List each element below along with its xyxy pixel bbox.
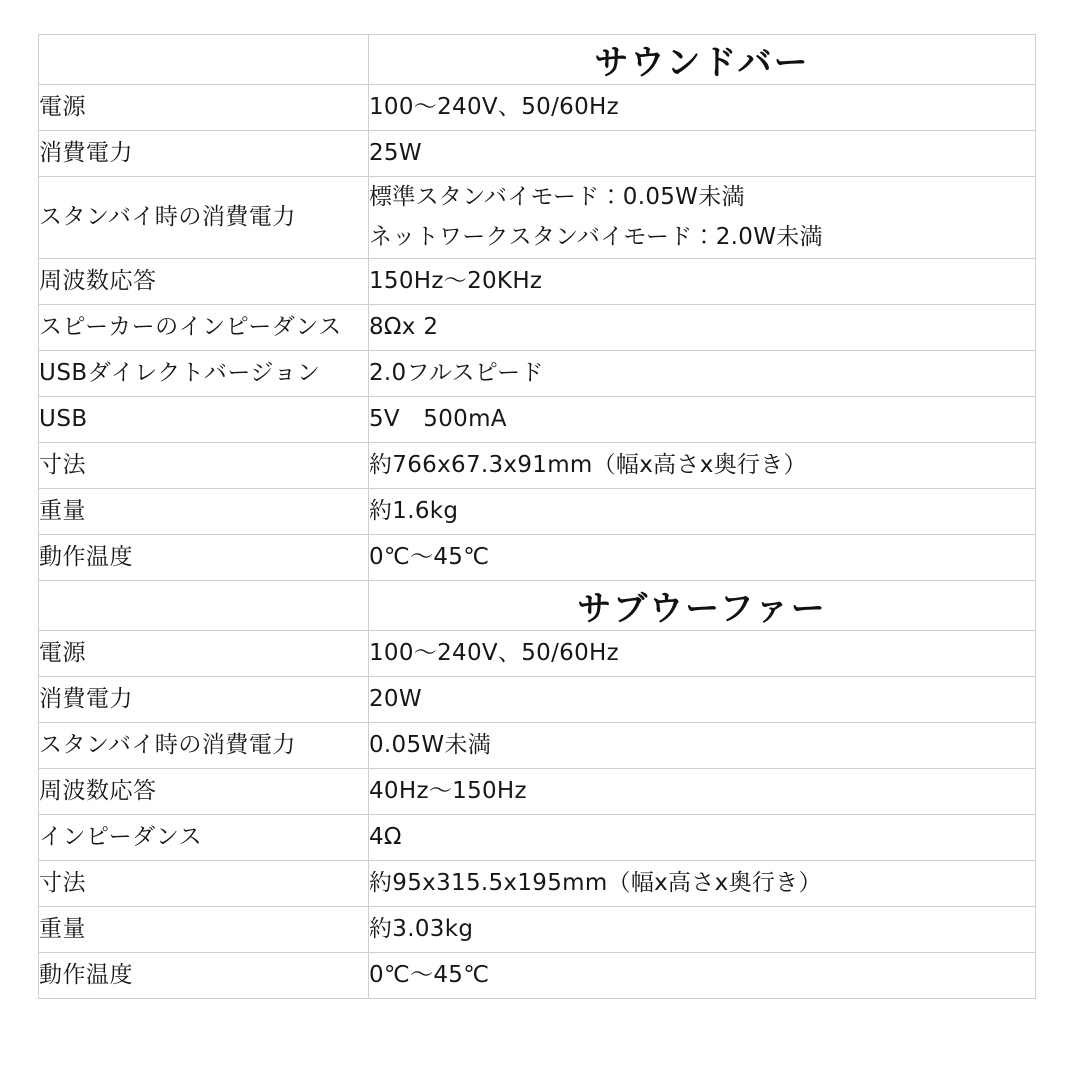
spec-label: インピーダンス — [39, 815, 369, 861]
spec-value — [369, 723, 1036, 769]
spec-value — [369, 443, 1036, 489]
spec-row — [39, 259, 1036, 305]
section-header-row — [39, 35, 1036, 85]
section-title: サウンドバー — [369, 35, 1036, 85]
spec-label: 重量 — [39, 489, 369, 535]
spec-row — [39, 443, 1036, 489]
spec-value-line: 0℃〜45℃ — [369, 543, 490, 570]
spec-label: USBダイレクトバージョン — [39, 351, 369, 397]
section-header-spacer — [39, 35, 369, 85]
spec-row — [39, 305, 1036, 351]
spec-value-line: 4Ω — [369, 823, 402, 850]
spec-value-line: 約1.6kg — [369, 497, 459, 524]
spec-value — [369, 769, 1036, 815]
section-title: サブウーファー — [369, 581, 1036, 631]
spec-label: 周波数応答 — [39, 769, 369, 815]
spec-value — [369, 535, 1036, 581]
spec-row — [39, 631, 1036, 677]
spec-label: スタンバイ時の消費電力 — [39, 723, 369, 769]
spec-label: USB — [39, 397, 369, 443]
spec-value-line: 20W — [369, 685, 422, 712]
spec-row — [39, 677, 1036, 723]
spec-value — [369, 677, 1036, 723]
spec-value — [369, 861, 1036, 907]
spec-label: 動作温度 — [39, 953, 369, 999]
spec-value — [369, 177, 1036, 259]
spec-value-line: ネットワークスタンバイモード：2.0W未満 — [369, 223, 823, 250]
section-header-row — [39, 581, 1036, 631]
spec-label: 周波数応答 — [39, 259, 369, 305]
spec-value-line: 100〜240V、50/60Hz — [369, 639, 619, 666]
spec-value-line: 2.0フルスピード — [369, 359, 544, 386]
spec-value-line: 8Ωx 2 — [369, 313, 439, 340]
spec-label: 動作温度 — [39, 535, 369, 581]
spec-value-line: 40Hz〜150Hz — [369, 777, 527, 804]
spec-row — [39, 723, 1036, 769]
spec-value-line: 約95x315.5x195mm（幅x高さx奥行き） — [369, 869, 822, 896]
specification-table — [38, 34, 1036, 999]
spec-row — [39, 535, 1036, 581]
spec-value-line: 約3.03kg — [369, 915, 474, 942]
spec-label: 重量 — [39, 907, 369, 953]
spec-label: 寸法 — [39, 443, 369, 489]
spec-value — [369, 907, 1036, 953]
spec-row — [39, 489, 1036, 535]
spec-label: スタンバイ時の消費電力 — [39, 177, 369, 259]
spec-value — [369, 397, 1036, 443]
spec-value — [369, 489, 1036, 535]
spec-value-line: 0.05W未満 — [369, 731, 492, 758]
spec-row — [39, 131, 1036, 177]
spec-row — [39, 85, 1036, 131]
spec-label: 消費電力 — [39, 677, 369, 723]
spec-value — [369, 85, 1036, 131]
spec-value-line: 100〜240V、50/60Hz — [369, 93, 619, 120]
spec-value — [369, 305, 1036, 351]
spec-row — [39, 861, 1036, 907]
spec-row — [39, 907, 1036, 953]
spec-row — [39, 953, 1036, 999]
spec-value-line: 5V 500mA — [369, 405, 507, 432]
spec-label: 消費電力 — [39, 131, 369, 177]
spec-value-line: 25W — [369, 139, 422, 166]
spec-row — [39, 397, 1036, 443]
spec-label: 電源 — [39, 631, 369, 677]
spec-row — [39, 815, 1036, 861]
spec-row — [39, 351, 1036, 397]
spec-label: スピーカーのインピーダンス — [39, 305, 369, 351]
spec-value — [369, 953, 1036, 999]
spec-value — [369, 259, 1036, 305]
spec-row — [39, 177, 1036, 259]
spec-value-line: 0℃〜45℃ — [369, 961, 490, 988]
spec-label: 寸法 — [39, 861, 369, 907]
spec-value-line: 150Hz〜20KHz — [369, 267, 543, 294]
spec-value — [369, 351, 1036, 397]
spec-value — [369, 815, 1036, 861]
spec-value-line: 約766x67.3x91mm（幅x高さx奥行き） — [369, 451, 807, 478]
section-header-spacer — [39, 581, 369, 631]
spec-value — [369, 631, 1036, 677]
spec-label: 電源 — [39, 85, 369, 131]
spec-value-line: 標準スタンバイモード：0.05W未満 — [369, 184, 745, 211]
spec-row — [39, 769, 1036, 815]
spec-value — [369, 131, 1036, 177]
